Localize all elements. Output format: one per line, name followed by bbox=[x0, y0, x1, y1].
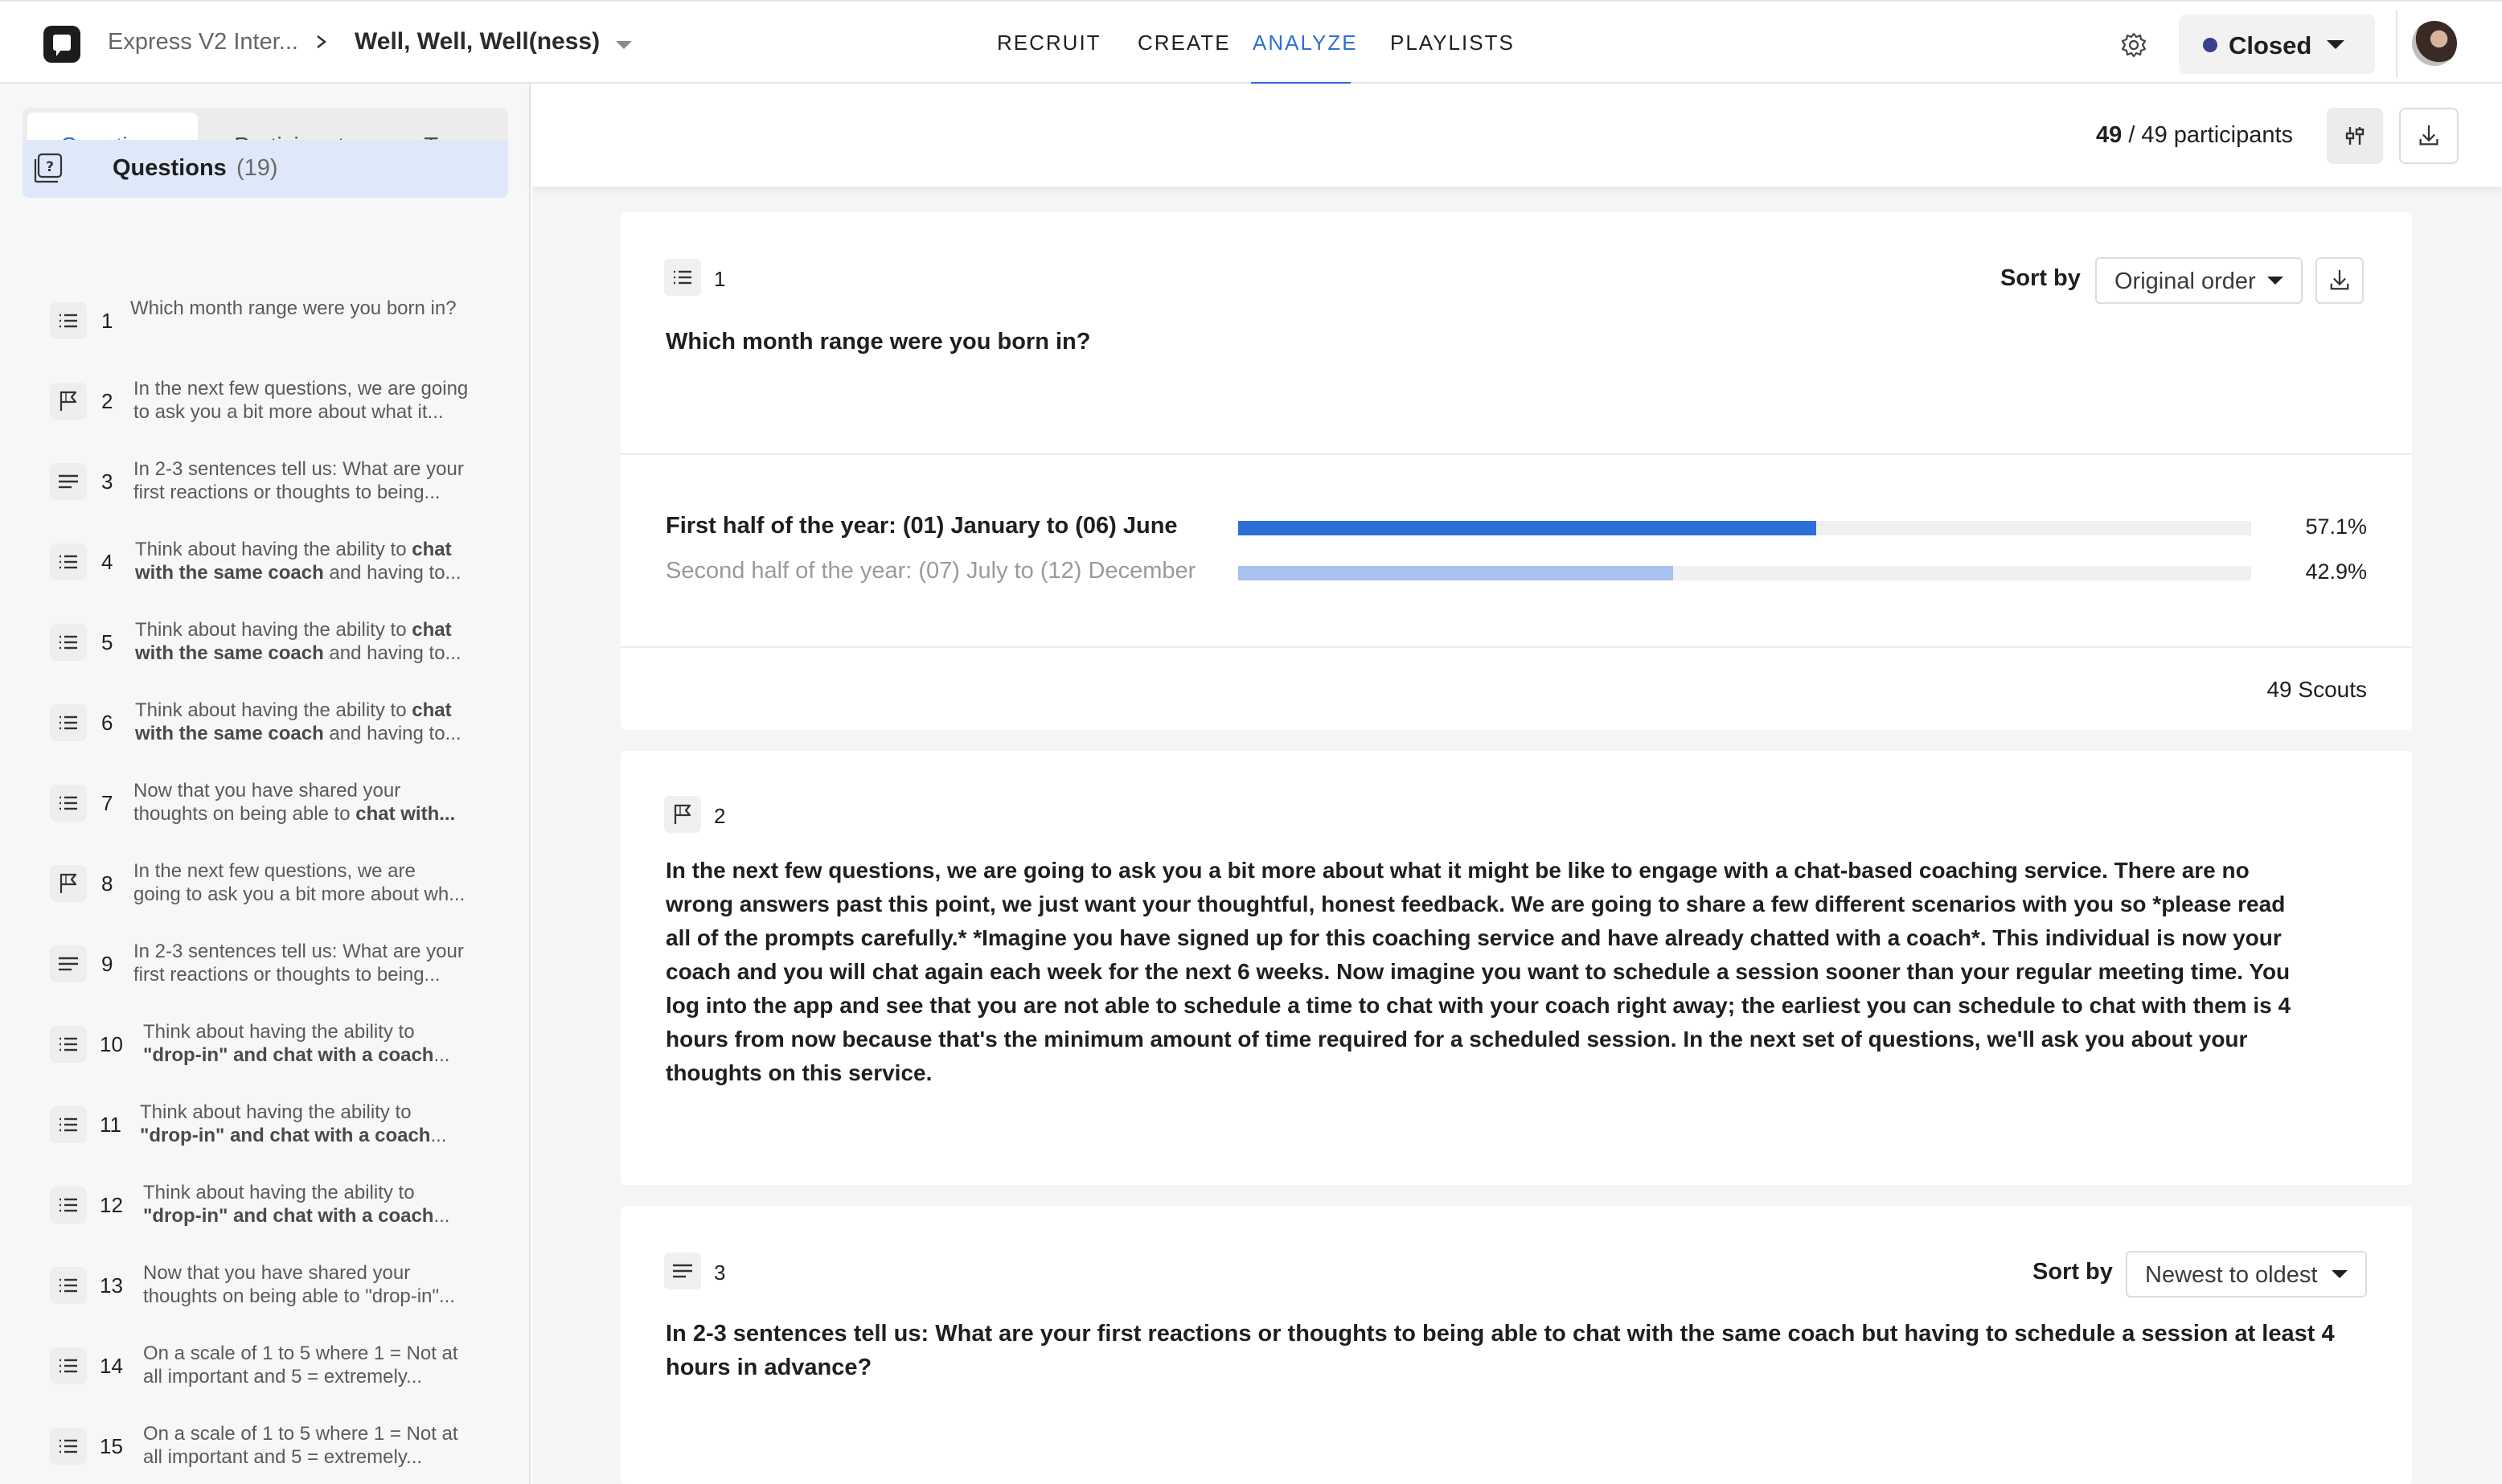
caret-down-icon[interactable] bbox=[616, 41, 632, 49]
list-icon bbox=[50, 302, 87, 339]
question-preview: Think about having the ability to chat with the same coach and having to... bbox=[135, 539, 461, 584]
svg-text:?: ? bbox=[46, 159, 54, 175]
list-icon bbox=[50, 543, 87, 580]
questions-title: Questions bbox=[113, 155, 227, 181]
question-number: 2 bbox=[714, 804, 726, 828]
question-number: 12 bbox=[100, 1193, 123, 1217]
question-number: 7 bbox=[101, 791, 113, 815]
list-item[interactable] bbox=[0, 937, 531, 1018]
question-preview: On a scale of 1 to 5 where 1 = Not at all important and 5 = extremely... bbox=[143, 1423, 458, 1468]
divider bbox=[621, 646, 2412, 648]
status-label: Closed bbox=[2229, 31, 2312, 59]
list-item[interactable] bbox=[0, 1098, 531, 1179]
question-number: 2 bbox=[101, 389, 113, 413]
option-label: Second half of the year: (07) July to (12) December bbox=[666, 558, 1196, 584]
question-preview: Think about having the ability to chat with the same coach and having to... bbox=[135, 619, 461, 664]
question-number: 9 bbox=[101, 952, 113, 976]
list-item[interactable] bbox=[0, 1339, 531, 1420]
list-item[interactable] bbox=[0, 857, 531, 937]
chevron-right-icon bbox=[315, 29, 328, 55]
top-bar bbox=[0, 0, 2502, 84]
status-dropdown[interactable] bbox=[2179, 14, 2375, 74]
question-number: 15 bbox=[100, 1434, 123, 1458]
participant-count: 49 / 49 participants bbox=[2096, 122, 2294, 148]
list-icon bbox=[50, 1187, 87, 1224]
caret-down-icon bbox=[2327, 40, 2344, 49]
question-number: 14 bbox=[100, 1354, 123, 1378]
list-icon bbox=[50, 1106, 87, 1143]
question-preview: Now that you have shared your thoughts on being able to "drop-in"... bbox=[143, 1262, 455, 1307]
list-item[interactable] bbox=[0, 777, 531, 857]
list-icon bbox=[664, 259, 701, 296]
question-number: 8 bbox=[101, 871, 113, 896]
question-text: In 2-3 sentences tell us: What are your first reactions or thoughts to being able to chat with the same coach but having to schedule a session at least 4 hours in advance? bbox=[666, 1321, 2335, 1380]
sort-label: Sort by bbox=[2000, 265, 2081, 291]
filter-button[interactable] bbox=[2327, 108, 2383, 164]
question-number: 11 bbox=[100, 1113, 121, 1137]
flag-icon bbox=[664, 796, 701, 833]
text-lines-icon bbox=[50, 945, 87, 982]
list-item[interactable] bbox=[0, 1259, 531, 1339]
download-question-button[interactable] bbox=[2315, 257, 2364, 304]
text-lines-icon bbox=[664, 1252, 701, 1289]
sort-dropdown[interactable]: Original order bbox=[2095, 257, 2303, 304]
list-icon bbox=[50, 624, 87, 661]
option-bar-fill bbox=[1238, 521, 1816, 535]
question-preview: Think about having the ability to "drop-in" and chat with a coach... bbox=[143, 1182, 450, 1227]
option-label: First half of the year: (01) January to (06) June bbox=[666, 513, 1178, 539]
list-icon bbox=[50, 1267, 87, 1304]
list-item[interactable] bbox=[0, 1420, 531, 1484]
download-all-button[interactable] bbox=[2399, 108, 2459, 164]
question-mark-stack-icon bbox=[34, 153, 64, 183]
question-number: 6 bbox=[101, 711, 113, 735]
divider bbox=[2396, 10, 2397, 77]
list-item[interactable] bbox=[0, 1179, 531, 1259]
main-panel bbox=[532, 84, 2502, 1484]
question-number: 1 bbox=[101, 309, 113, 333]
question-preview: In the next few questions, we are going to ask you a bit more about wh... bbox=[133, 860, 466, 905]
status-dot-icon bbox=[2203, 38, 2217, 52]
question-number: 5 bbox=[101, 630, 113, 654]
question-card-2 bbox=[621, 751, 2412, 1185]
question-preview: Think about having the ability to "drop-in" and chat with a coach... bbox=[140, 1101, 447, 1146]
sort-dropdown[interactable]: Newest to oldest bbox=[2126, 1251, 2367, 1297]
question-number: 13 bbox=[100, 1273, 123, 1297]
nav-recruit[interactable]: RECRUIT bbox=[997, 31, 1101, 55]
list-item[interactable] bbox=[0, 616, 531, 696]
breadcrumb-parent[interactable]: Express V2 Inter... bbox=[108, 29, 298, 55]
option-bar-track bbox=[1238, 521, 2251, 535]
option-percent: 42.9% bbox=[2305, 560, 2367, 584]
app-logo[interactable] bbox=[43, 26, 80, 63]
gear-icon[interactable] bbox=[2119, 31, 2148, 59]
question-number: 10 bbox=[100, 1032, 123, 1056]
question-number: 3 bbox=[714, 1261, 726, 1285]
question-preview: In 2-3 sentences tell us: What are your first reactions or thoughts to being... bbox=[133, 458, 464, 503]
text-lines-icon bbox=[50, 463, 87, 500]
sort-label: Sort by bbox=[2032, 1259, 2113, 1285]
option-bar-track bbox=[1238, 566, 2251, 580]
list-item[interactable] bbox=[0, 696, 531, 777]
caret-down-icon bbox=[2267, 277, 2283, 285]
summary-bar bbox=[532, 84, 2502, 187]
sliders-icon bbox=[2327, 108, 2383, 164]
list-icon bbox=[50, 704, 87, 741]
caret-down-icon bbox=[2332, 1270, 2348, 1278]
list-item[interactable] bbox=[0, 535, 531, 616]
nav-analyze[interactable]: ANALYZE bbox=[1253, 31, 1358, 55]
flag-icon bbox=[50, 383, 87, 420]
question-preview: Think about having the ability to chat with the same coach and having to... bbox=[135, 699, 461, 744]
nav-create[interactable]: CREATE bbox=[1138, 31, 1231, 55]
nav-playlists[interactable]: PLAYLISTS bbox=[1390, 31, 1515, 55]
avatar[interactable] bbox=[2412, 21, 2457, 66]
question-preview: Now that you have shared your thoughts on being able to chat with... bbox=[133, 780, 456, 825]
divider bbox=[621, 453, 2412, 455]
question-number: 4 bbox=[101, 550, 113, 574]
questions-count: (19) bbox=[236, 155, 278, 181]
question-preview: Which month range were you born in? bbox=[130, 297, 457, 319]
list-item[interactable] bbox=[0, 1018, 531, 1098]
option-percent: 57.1% bbox=[2305, 514, 2367, 539]
question-preview: Think about having the ability to "drop-in" and chat with a coach... bbox=[143, 1021, 450, 1066]
list-item[interactable] bbox=[0, 294, 531, 375]
download-icon bbox=[2401, 109, 2457, 162]
list-item[interactable] bbox=[0, 455, 531, 535]
option-bar-fill bbox=[1238, 566, 1673, 580]
question-card-3 bbox=[621, 1206, 2412, 1484]
breadcrumb-current[interactable]: Well, Well, Well(ness) bbox=[355, 28, 601, 55]
question-preview: On a scale of 1 to 5 where 1 = Not at all important and 5 = extremely... bbox=[143, 1343, 458, 1388]
question-number: 3 bbox=[101, 469, 113, 494]
question-card-1 bbox=[621, 212, 2412, 730]
response-count: 49 Scouts bbox=[2266, 677, 2367, 702]
download-icon bbox=[2317, 259, 2362, 302]
question-preview: In 2-3 sentences tell us: What are your first reactions or thoughts to being... bbox=[133, 941, 464, 986]
section-text: In the next few questions, we are going to ask you a bit more about what it might be like to engage with a chat-based coaching service. There are no wrong answers past this point, we just want your thoughtful, honest feedback. We are going to share a few different scenarios with you so *please read all of the prompts carefully.* *Imagine you have signed up for this coaching service and have already chatted with a coach*. This individual is now your coach and you will chat again each week for the next 6 weeks. Now imagine you want to schedule a session sooner than your regular meeting time. You log into the app and see that you are not able to schedule a time to chat with your coach right away; the earliest you can schedule to chat with them is 4 hours from now because that's the minimum amount of time required for a scheduled session. In the next set of questions, we'll ask you about your thoughts on this service. bbox=[666, 858, 2291, 1085]
question-text: Which month range were you born in? bbox=[666, 329, 1091, 355]
list-icon bbox=[50, 785, 87, 822]
list-icon bbox=[50, 1347, 87, 1384]
list-icon bbox=[50, 1026, 87, 1063]
question-preview: In the next few questions, we are going to ask you a bit more about what it... bbox=[133, 378, 469, 423]
list-item[interactable] bbox=[0, 375, 531, 455]
question-number: 1 bbox=[714, 267, 726, 291]
flag-icon bbox=[50, 865, 87, 902]
list-icon bbox=[50, 1428, 87, 1465]
